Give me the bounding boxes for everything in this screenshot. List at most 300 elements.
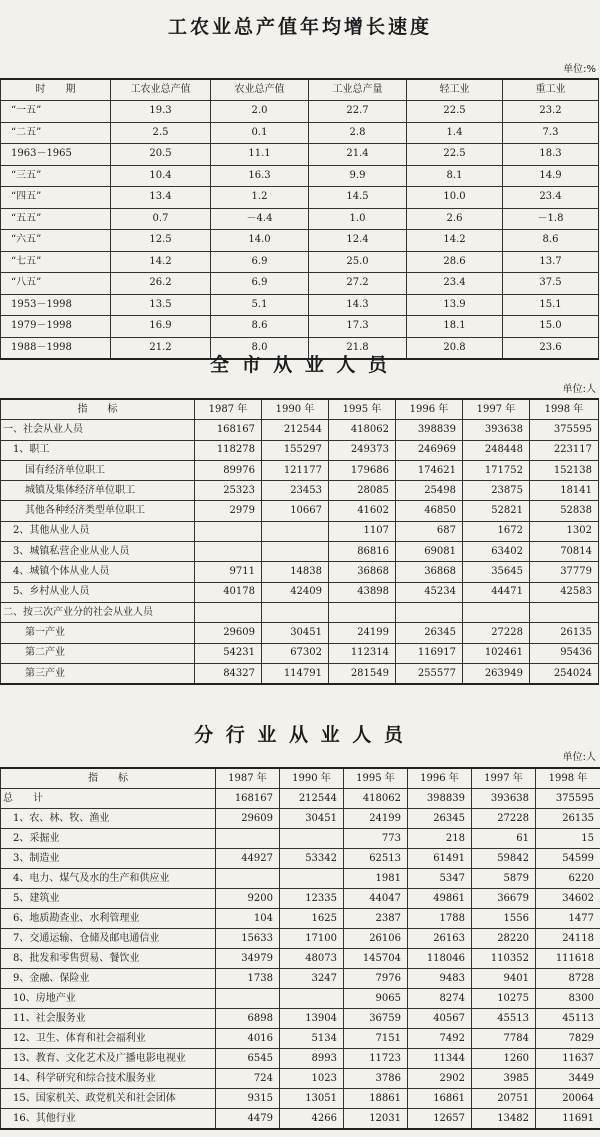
row-label: 第一产业 [1,623,195,643]
value-cell: 0.7 [111,208,211,230]
value-cell: 84327 [195,663,262,684]
value-cell: 13051 [280,1089,344,1109]
value-cell: 2979 [195,501,262,521]
value-cell: 249373 [329,440,396,460]
value-cell: 34979 [216,949,280,969]
value-cell: 36759 [344,1009,408,1029]
value-cell: 44927 [216,849,280,869]
t2-header-cell: 指 标 [1,399,195,420]
value-cell [262,542,329,562]
value-cell: 36868 [329,562,396,582]
row-label: 城镇及集体经济单位职工 [1,481,195,501]
value-cell: 375595 [530,420,599,440]
value-cell: 212544 [262,420,329,440]
t3-header-cell: 1990 年 [280,768,344,789]
value-cell [280,869,344,889]
t3-header-cell: 1998 年 [536,768,600,789]
value-cell: 393638 [472,789,536,809]
table-row [1,869,600,889]
value-cell: 7829 [536,1029,600,1049]
value-cell: 9315 [216,1089,280,1109]
value-cell: 37779 [530,562,599,582]
value-cell: 5134 [280,1029,344,1049]
row-label: 14、科学研究和综合技术服务业 [1,1069,216,1089]
table-row [1,602,599,622]
row-label: 1988－1998 [1,337,111,359]
table-row [1,294,599,316]
row-label: 1979－1998 [1,316,111,338]
value-cell: 1788 [408,909,472,929]
value-cell: 16861 [408,1089,472,1109]
table-row [1,909,600,929]
value-cell: 12657 [408,1109,472,1130]
value-cell: 26163 [408,929,472,949]
value-cell: 9711 [195,562,262,582]
t2-header-cell: 1995 年 [329,399,396,420]
value-cell: 19.3 [111,101,211,123]
value-cell: 2.0 [211,101,309,123]
value-cell: 11637 [536,1049,600,1069]
row-label: 7、交通运输、仓储及邮电通信业 [1,929,216,949]
employment-table [0,398,599,685]
value-cell: 25.0 [309,251,407,273]
value-cell: 6.9 [211,273,309,295]
value-cell: 23875 [463,481,530,501]
value-cell: 155297 [262,440,329,460]
value-cell: 23453 [262,481,329,501]
table-row [1,208,599,230]
value-cell: 9.9 [309,165,407,187]
value-cell: 24199 [344,809,408,829]
table-row [1,809,600,829]
value-cell: 1107 [329,521,396,541]
value-cell: 26.2 [111,273,211,295]
growth-rate-unit: 单位:% [563,64,596,75]
row-label: 12、卫生、体育和社会福利业 [1,1029,216,1049]
table-row [1,949,600,969]
table-row [1,889,600,909]
row-label: 二、按三次产业分的社会从业人员 [1,602,195,622]
row-label: 5、建筑业 [1,889,216,909]
row-label: 6、地质勘查业、水利管理业 [1,909,216,929]
value-cell: 8300 [536,989,600,1009]
t3-header-cell: 1996 年 [408,768,472,789]
value-cell: 6545 [216,1049,280,1069]
t3-header-cell: 1987 年 [216,768,280,789]
value-cell: 112314 [329,643,396,663]
table-row [1,420,599,440]
value-cell: 1672 [463,521,530,541]
table-row [1,460,599,480]
value-cell [329,602,396,622]
value-cell: 1738 [216,969,280,989]
value-cell: 1302 [530,521,599,541]
value-cell: 8274 [408,989,472,1009]
t3-header-cell: 1997 年 [472,768,536,789]
table-row [1,251,599,273]
value-cell: 40567 [408,1009,472,1029]
value-cell: 24118 [536,929,600,949]
row-label: 13、教育、文化艺术及广播电影电视业 [1,1049,216,1069]
value-cell: 4266 [280,1109,344,1130]
value-cell: 3786 [344,1069,408,1089]
value-cell: 15 [536,829,600,849]
value-cell: 9401 [472,969,536,989]
table-row [1,187,599,209]
value-cell: 95436 [530,643,599,663]
value-cell: 2.6 [407,208,503,230]
value-cell: 26135 [530,623,599,643]
value-cell: 35645 [463,562,530,582]
value-cell: 45234 [396,582,463,602]
value-cell: 40178 [195,582,262,602]
value-cell: 11344 [408,1049,472,1069]
value-cell: 0.1 [211,122,309,144]
row-label: 1、农、林、牧、渔业 [1,809,216,829]
value-cell: 53342 [280,849,344,869]
value-cell: 18.3 [503,144,599,166]
value-cell: 7976 [344,969,408,989]
value-cell: 41602 [329,501,396,521]
value-cell: 724 [216,1069,280,1089]
table-row [1,1029,600,1049]
value-cell: 104 [216,909,280,929]
value-cell: 42409 [262,582,329,602]
t1-header-cell: 农业总产值 [211,79,309,101]
value-cell: 14838 [262,562,329,582]
value-cell [262,521,329,541]
value-cell: 14.2 [111,251,211,273]
row-label: 2、采掘业 [1,829,216,849]
value-cell: 30451 [262,623,329,643]
value-cell: 254024 [530,663,599,684]
value-cell: 45513 [472,1009,536,1029]
value-cell: 20751 [472,1089,536,1109]
value-cell: 7151 [344,1029,408,1049]
value-cell: 174621 [396,460,463,480]
employment-title: 全 市 从 业 人 员 [209,354,391,376]
value-cell: －1.8 [503,208,599,230]
value-cell: 9200 [216,889,280,909]
value-cell: 10667 [262,501,329,521]
row-label: 8、批发和零售贸易、餐饮业 [1,949,216,969]
value-cell: 212544 [280,789,344,809]
row-label: 总 计 [1,789,216,809]
value-cell: 398839 [396,420,463,440]
value-cell [463,602,530,622]
value-cell: 48073 [280,949,344,969]
value-cell: 61 [472,829,536,849]
value-cell: 12031 [344,1109,408,1130]
value-cell: 24199 [329,623,396,643]
value-cell: 15.1 [503,294,599,316]
value-cell: 375595 [536,789,600,809]
table-row [1,521,599,541]
table-row [1,144,599,166]
value-cell: 1981 [344,869,408,889]
value-cell: 27.2 [309,273,407,295]
value-cell: 1556 [472,909,536,929]
value-cell: 54599 [536,849,600,869]
row-label: 11、社会服务业 [1,1009,216,1029]
table-row [1,1089,600,1109]
value-cell: 7784 [472,1029,536,1049]
t1-header-cell: 工农业总产值 [111,79,211,101]
value-cell: 52821 [463,501,530,521]
value-cell: 14.5 [309,187,407,209]
value-cell: 63402 [463,542,530,562]
value-cell: 168167 [195,420,262,440]
value-cell: 23.4 [503,187,599,209]
value-cell: 37.5 [503,273,599,295]
value-cell: 1023 [280,1069,344,1089]
value-cell: 18.1 [407,316,503,338]
value-cell: 9483 [408,969,472,989]
value-cell [530,602,599,622]
table-row [1,1009,600,1029]
t2-header-cell: 1997 年 [463,399,530,420]
value-cell: 29609 [216,809,280,829]
value-cell: 13.4 [111,187,211,209]
value-cell: 121177 [262,460,329,480]
value-cell: 2902 [408,1069,472,1089]
value-cell: 2.8 [309,122,407,144]
value-cell: 22.5 [407,144,503,166]
table-row [1,989,600,1009]
value-cell: 398839 [408,789,472,809]
value-cell: 11723 [344,1049,408,1069]
value-cell: 118046 [408,949,472,969]
table-row [1,969,600,989]
value-cell: 89976 [195,460,262,480]
value-cell: 20064 [536,1089,600,1109]
t3-header-cell: 1995 年 [344,768,408,789]
industry-employment-unit: 单位:人 [562,752,596,763]
value-cell: 34602 [536,889,600,909]
t1-header-cell: 轻工业 [407,79,503,101]
value-cell [262,602,329,622]
table-row [1,165,599,187]
table-row [1,122,599,144]
value-cell: 26106 [344,929,408,949]
value-cell: 13.5 [111,294,211,316]
t2-header-cell: 1987 年 [195,399,262,420]
value-cell: 248448 [463,440,530,460]
row-label: “二五” [1,122,111,144]
value-cell: 13.9 [407,294,503,316]
value-cell: 393638 [463,420,530,440]
value-cell: 15.0 [503,316,599,338]
value-cell: 8.6 [211,316,309,338]
value-cell: 86816 [329,542,396,562]
value-cell: 1625 [280,909,344,929]
table-row [1,501,599,521]
value-cell: 43898 [329,582,396,602]
value-cell [396,602,463,622]
table-row [1,562,599,582]
table-row [1,481,599,501]
value-cell: 6898 [216,1009,280,1029]
value-cell: 21.8 [309,337,407,359]
row-label: 其他各种经济类型单位职工 [1,501,195,521]
value-cell: 110352 [472,949,536,969]
row-label: 4、城镇个体从业人员 [1,562,195,582]
value-cell: 168167 [216,789,280,809]
value-cell: 1477 [536,909,600,929]
row-label: 10、房地产业 [1,989,216,1009]
value-cell: 10.4 [111,165,211,187]
table-row [1,849,600,869]
value-cell: 6.9 [211,251,309,273]
value-cell: 42583 [530,582,599,602]
value-cell: 3985 [472,1069,536,1089]
value-cell: 27228 [472,809,536,829]
row-label: 一、社会从业人员 [1,420,195,440]
value-cell: －4.4 [211,208,309,230]
t1-header-cell: 时 期 [1,79,111,101]
row-label: 国有经济单位职工 [1,460,195,480]
value-cell [280,989,344,1009]
value-cell: 25498 [396,481,463,501]
value-cell: 218 [408,829,472,849]
value-cell: 44471 [463,582,530,602]
value-cell: 28220 [472,929,536,949]
value-cell: 61491 [408,849,472,869]
value-cell: 8728 [536,969,600,989]
table-row [1,1049,600,1069]
value-cell: 12335 [280,889,344,909]
table-row [1,929,600,949]
value-cell: 418062 [344,789,408,809]
value-cell: 22.7 [309,101,407,123]
growth-rate-title: 工农业总产值年均增长速度 [167,16,432,38]
row-label: “八五” [1,273,111,295]
value-cell: 8.1 [407,165,503,187]
row-label: “三五” [1,165,111,187]
value-cell: 255577 [396,663,463,684]
value-cell: 28.6 [407,251,503,273]
value-cell: 7.3 [503,122,599,144]
value-cell: 111618 [536,949,600,969]
value-cell: 145704 [344,949,408,969]
table-row [1,316,599,338]
value-cell: 29609 [195,623,262,643]
value-cell: 28085 [329,481,396,501]
value-cell: 13482 [472,1109,536,1130]
value-cell: 418062 [329,420,396,440]
value-cell: 1.0 [309,208,407,230]
value-cell: 45113 [536,1009,600,1029]
value-cell: 11.1 [211,144,309,166]
value-cell: 54231 [195,643,262,663]
value-cell: 5.1 [211,294,309,316]
row-label: 1953－1998 [1,294,111,316]
row-label: 9、金融、保险业 [1,969,216,989]
value-cell: 30451 [280,809,344,829]
value-cell: 10.0 [407,187,503,209]
value-cell: 17100 [280,929,344,949]
value-cell: 9065 [344,989,408,1009]
row-label: 15、国家机关、政党机关和社会团体 [1,1089,216,1109]
value-cell: 70814 [530,542,599,562]
value-cell: 14.3 [309,294,407,316]
value-cell: 14.2 [407,230,503,252]
value-cell: 1.4 [407,122,503,144]
table-row [1,440,599,460]
value-cell [216,989,280,1009]
value-cell: 114791 [262,663,329,684]
industry-employment-table [0,767,600,1130]
value-cell: 13904 [280,1009,344,1029]
value-cell: 16.3 [211,165,309,187]
value-cell: 14.0 [211,230,309,252]
value-cell: 67302 [262,643,329,663]
value-cell: 263949 [463,663,530,684]
value-cell: 36679 [472,889,536,909]
value-cell: 10275 [472,989,536,1009]
row-label: 1963－1965 [1,144,111,166]
value-cell: 102461 [463,643,530,663]
t2-header-cell: 1990 年 [262,399,329,420]
table-row [1,101,599,123]
value-cell: 26345 [408,809,472,829]
value-cell: 118278 [195,440,262,460]
value-cell: 16.9 [111,316,211,338]
row-label: 1、职工 [1,440,195,460]
value-cell: 23.6 [503,337,599,359]
table-row [1,542,599,562]
value-cell: 3449 [536,1069,600,1089]
row-label: “四五” [1,187,111,209]
row-label: 5、乡村从业人员 [1,582,195,602]
value-cell: 14.9 [503,165,599,187]
t1-header-cell: 重工业 [503,79,599,101]
value-cell: 22.5 [407,101,503,123]
value-cell: 12.5 [111,230,211,252]
value-cell: 152138 [530,460,599,480]
value-cell [195,521,262,541]
value-cell: 3247 [280,969,344,989]
value-cell: 8.6 [503,230,599,252]
row-label: 2、其他从业人员 [1,521,195,541]
row-label: 第二产业 [1,643,195,663]
table-row [1,1109,600,1130]
value-cell: 52838 [530,501,599,521]
row-label: “五五” [1,208,111,230]
value-cell: 7492 [408,1029,472,1049]
row-label: “一五” [1,101,111,123]
value-cell: 8993 [280,1049,344,1069]
value-cell: 49861 [408,889,472,909]
row-label: 3、制造业 [1,849,216,869]
table-row [1,273,599,295]
value-cell: 5879 [472,869,536,889]
value-cell: 773 [344,829,408,849]
table-row [1,230,599,252]
table-row [1,789,600,809]
value-cell: 69081 [396,542,463,562]
row-label: “七五” [1,251,111,273]
row-label: 第三产业 [1,663,195,684]
value-cell [216,869,280,889]
value-cell: 26135 [536,809,600,829]
industry-employment-title: 分 行 业 从 业 人 员 [194,724,406,746]
t2-header-cell: 1996 年 [396,399,463,420]
value-cell: 26345 [396,623,463,643]
value-cell [195,542,262,562]
value-cell: 59842 [472,849,536,869]
employment-unit: 单位:人 [562,384,596,395]
